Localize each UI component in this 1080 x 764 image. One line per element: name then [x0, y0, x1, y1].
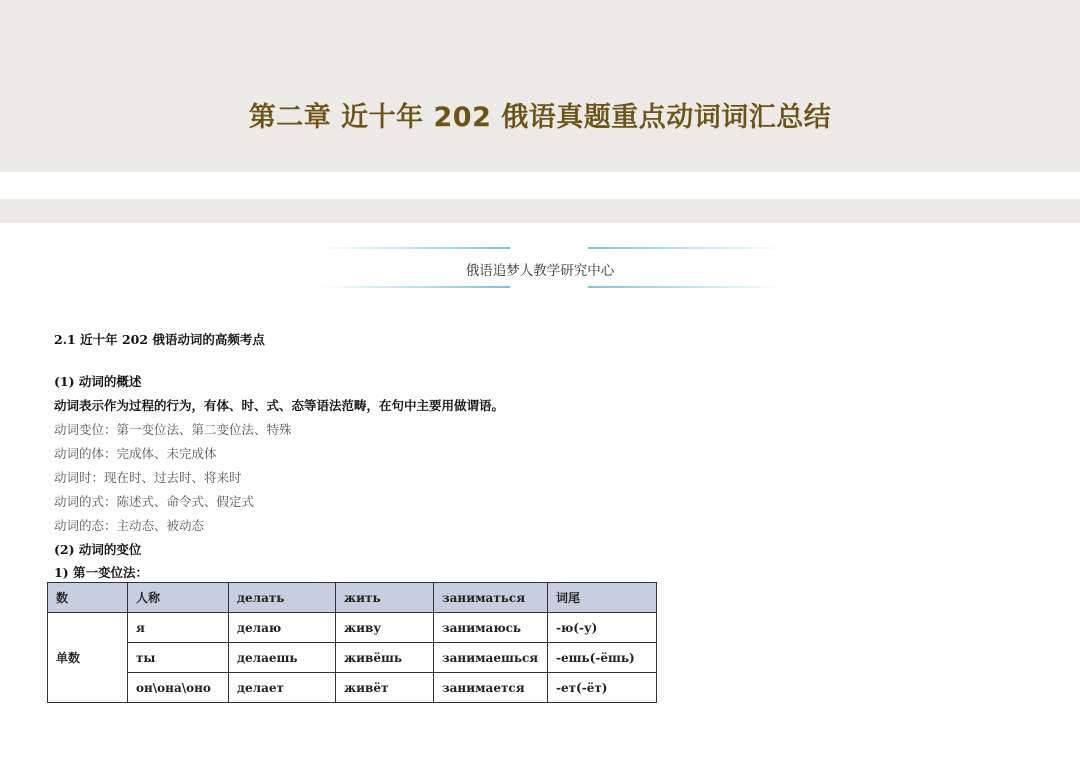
table-cell: делаю — [229, 613, 336, 643]
table-cell: живу — [336, 613, 434, 643]
subsection-heading: 1) 第一变位法： — [54, 565, 148, 580]
table-cell: он\она\оно — [128, 673, 229, 703]
column-header: 词尾 — [548, 583, 657, 613]
group-cell: 单数 — [48, 613, 128, 703]
divider-band — [0, 199, 1080, 223]
list-item: 动词变位：第一变位法、第二变位法、特殊 — [54, 422, 292, 437]
table-cell: занимаешься — [434, 643, 548, 673]
decorative-line — [588, 247, 784, 249]
table-cell: я — [128, 613, 229, 643]
column-header: 数 — [48, 583, 128, 613]
list-item: 动词时：现在时、过去时、将来时 — [54, 470, 242, 485]
conjugation-table — [47, 582, 657, 703]
list-item: 动词的体：完成体、未完成体 — [54, 446, 217, 461]
table-row — [48, 613, 657, 643]
table-cell: занимаюсь — [434, 613, 548, 643]
subsection-heading: (1) 动词的概述 — [54, 374, 142, 389]
table-cell: делает — [229, 673, 336, 703]
column-header: жить — [336, 583, 434, 613]
table-cell: живёт — [336, 673, 434, 703]
table-row — [48, 673, 657, 703]
column-header: 人称 — [128, 583, 229, 613]
table-cell: ты — [128, 643, 229, 673]
table-cell: -ю(-у) — [548, 613, 657, 643]
table-cell: -ет(-ёт) — [548, 673, 657, 703]
subsection-heading: (2) 动词的变位 — [54, 542, 142, 557]
table-header-row — [48, 583, 657, 613]
table-row — [48, 643, 657, 673]
decorative-line — [318, 247, 510, 249]
table-cell: делаешь — [229, 643, 336, 673]
table-cell: занимается — [434, 673, 548, 703]
chapter-title: 第二章 近十年 202 俄语真题重点动词词汇总结 — [248, 102, 832, 133]
organization-name: 俄语追梦人教学研究中心 — [465, 263, 615, 279]
definition-text: 动词表示作为过程的行为，有体、时、式、态等语法范畴，在句中主要用做谓语。 — [54, 398, 505, 413]
decorative-line — [318, 286, 510, 288]
table-cell: живёшь — [336, 643, 434, 673]
section-heading: 2.1 近十年 202 俄语动词的高频考点 — [54, 332, 265, 347]
decorative-line — [588, 286, 784, 288]
table-cell: -ешь(-ёшь) — [548, 643, 657, 673]
list-item: 动词的态：主动态、被动态 — [54, 518, 205, 533]
header-band — [0, 0, 1080, 172]
column-header: заниматься — [434, 583, 548, 613]
column-header: делать — [229, 583, 336, 613]
list-item: 动词的式：陈述式、命令式、假定式 — [54, 494, 255, 509]
